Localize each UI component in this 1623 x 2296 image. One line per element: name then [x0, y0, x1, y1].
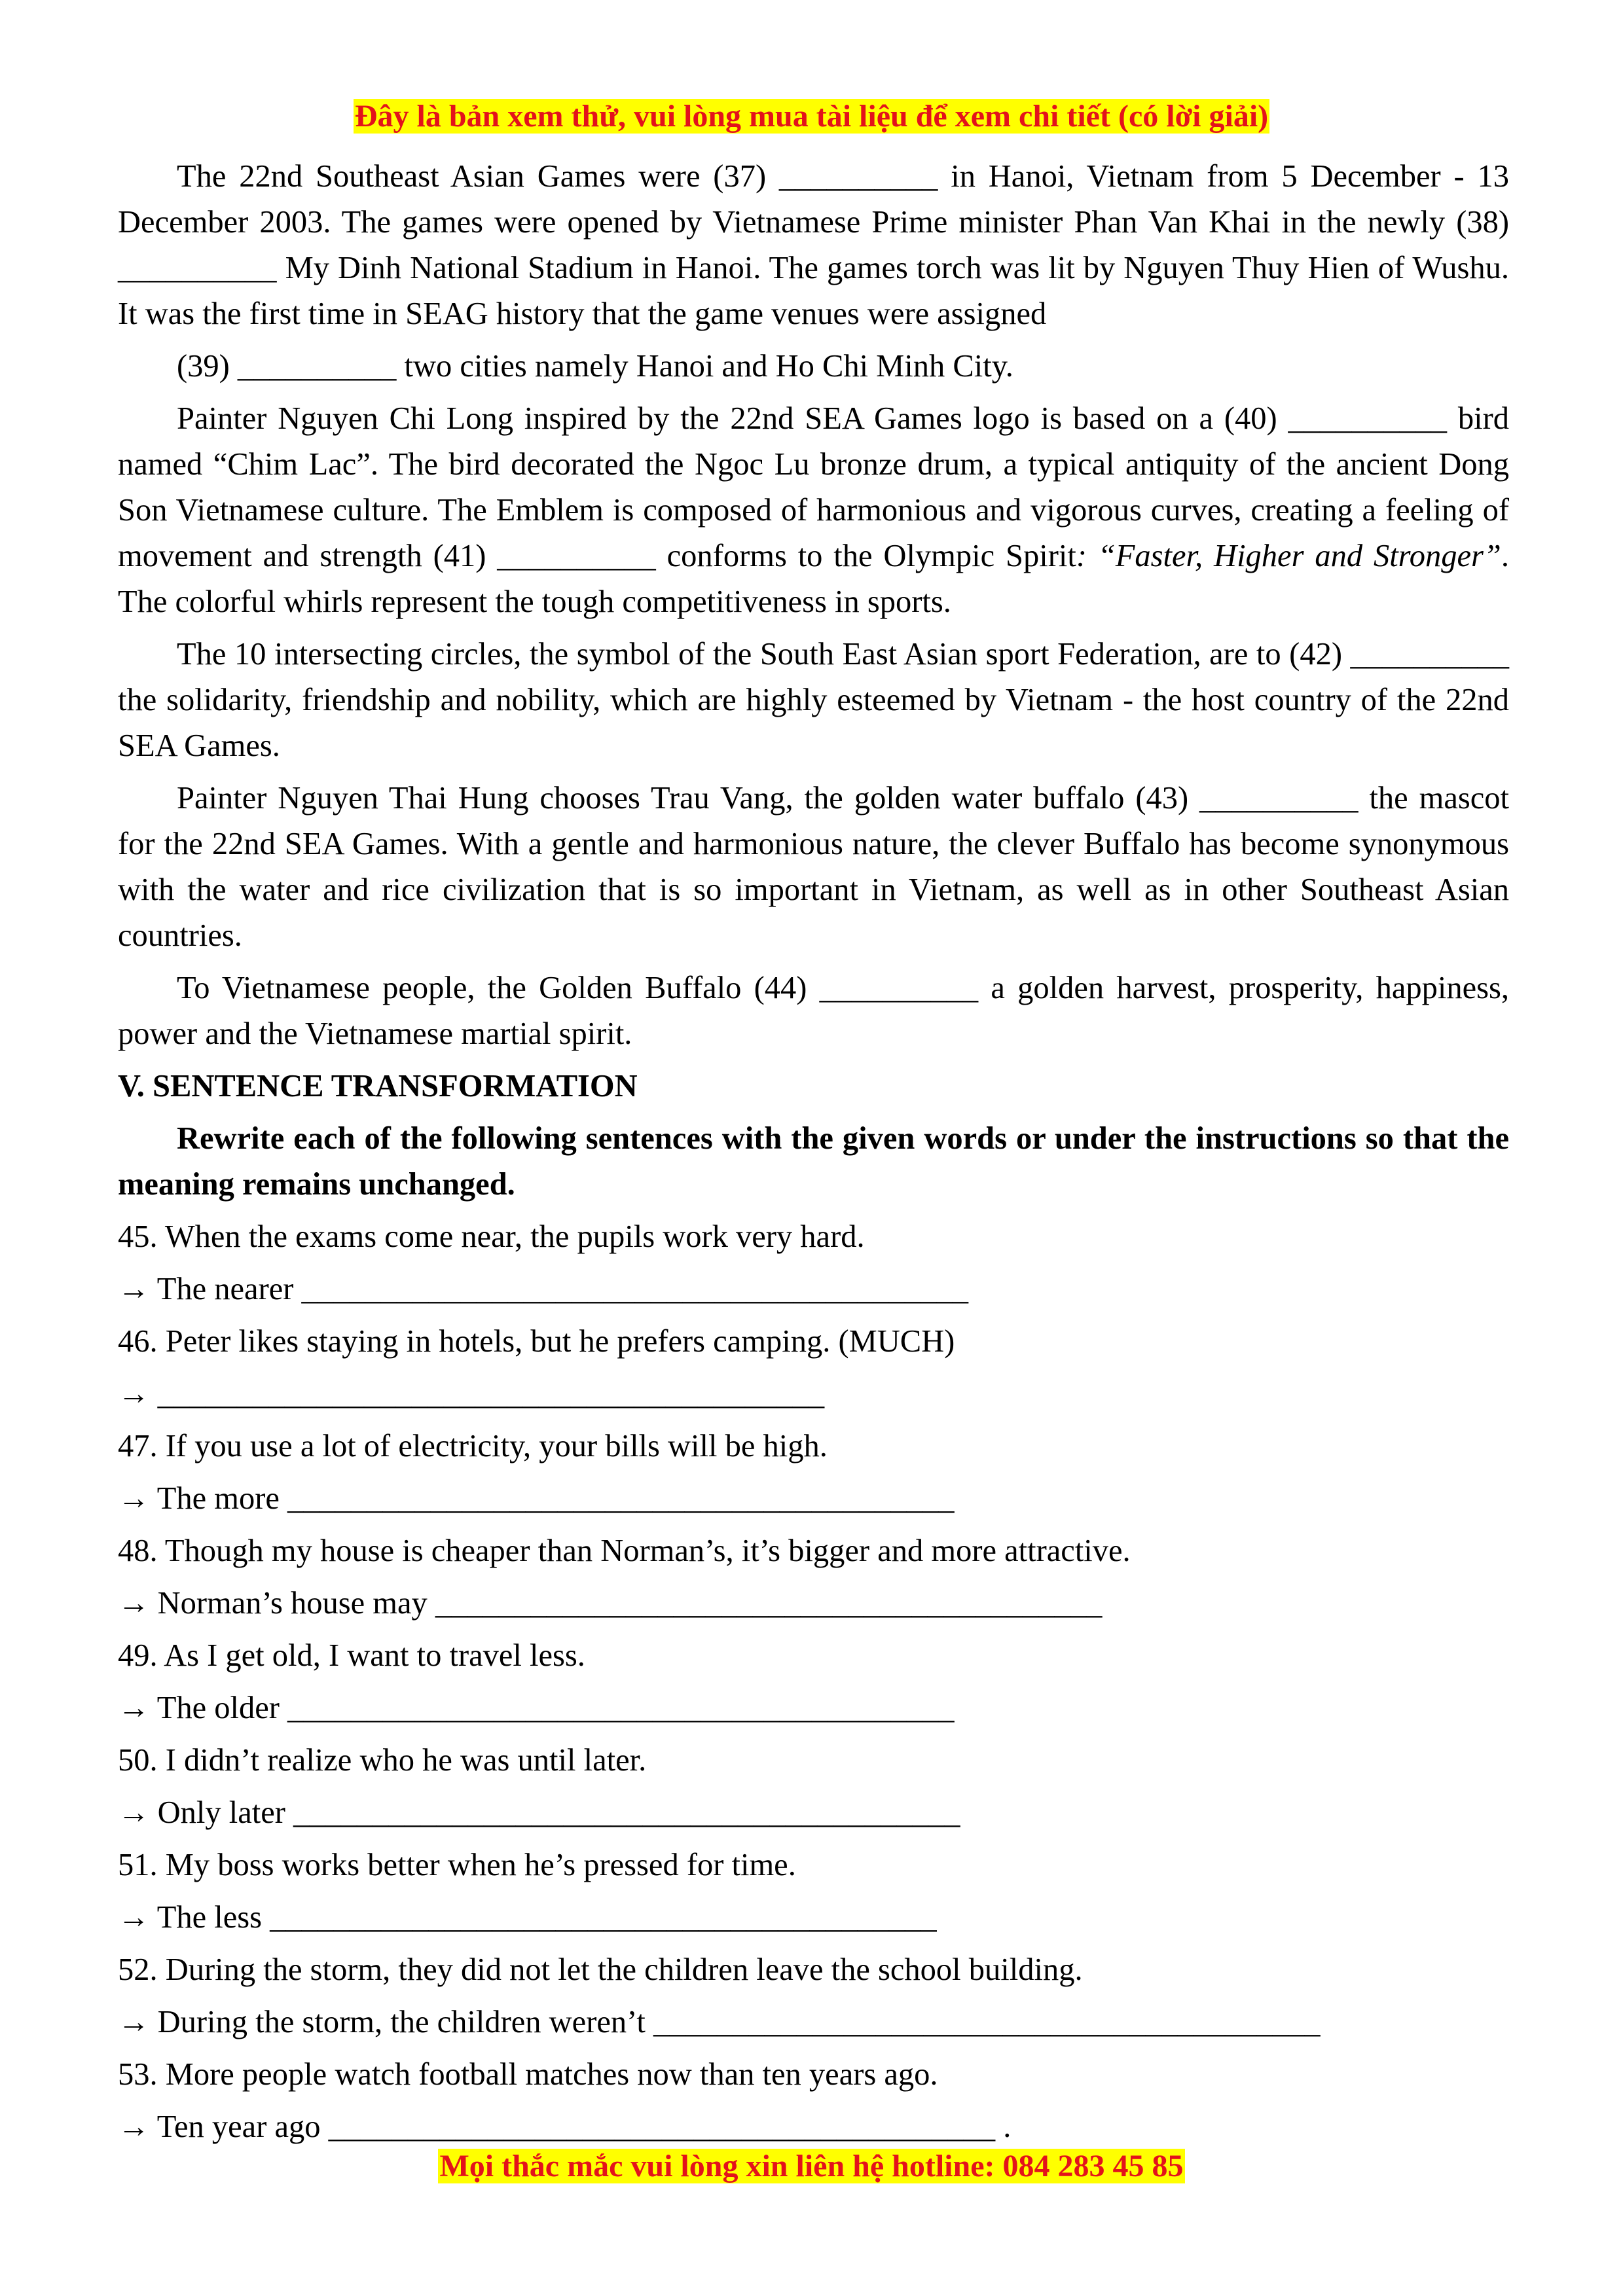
question-46: 46. Peter likes staying in hotels, but he prefers camping. (MUCH) [118, 1324, 955, 1359]
answer-line-50: → Only later __________________________________________ [118, 1795, 960, 1830]
answer-line-53: → Ten year ago __________________________________________ . [118, 2109, 1012, 2144]
question-48: 48. Though my house is cheaper than Norman’s, it’s bigger and more attractive. [118, 1534, 1131, 1568]
question-51: 51. My boss works better when he’s pressed for time. [118, 1848, 796, 1882]
passage-paragraph-3: The 10 intersecting circles, the symbol of the South East Asian sport Federation, are to (42) __________ the solidarity, friendship and nobility, which are highly esteemed by Vietnam - the host country of the 22nd SEA Games. [118, 637, 1509, 763]
answer-line-49: → The older __________________________________________ [118, 1691, 955, 1725]
question-47: 47. If you use a lot of electricity, your bills will be high. [118, 1429, 828, 1463]
question-52: 52. During the storm, they did not let the children leave the school building. [118, 1952, 1083, 1987]
preview-banner [0, 98, 1623, 134]
question-53: 53. More people watch football matches now than ten years ago. [118, 2057, 938, 2092]
passage-paragraph-1: The 22nd Southeast Asian Games were (37) __________ in Hanoi, Vietnam from 5 December - 13 December 2003. The games were opened by Vietnamese Prime minister Phan Van Khai in the newly (38) __________ My Dinh National Stadium in Hanoi. The games torch was lit by Nguyen Thuy Hien of Wushu. It was the first time in SEAG history that the game venues were assigned [118, 159, 1509, 331]
passage-paragraph-2-text: Painter Nguyen Chi Long inspired by the 22nd SEA Games logo is based on a (40) __________ bird named “Chim Lac”. The bird decorated the Ngoc Lu bronze drum, a typical antiquity of the ancient Dong Son Vietnamese culture. The Emblem is composed of harmonious and vigorous curves, creating a feeling of movement and strength (41) __________ conforms to the Olympic Spirit [118, 401, 1509, 573]
question-50: 50. I didn’t realize who he was until later. [118, 1743, 647, 1778]
passage-paragraph-4: Painter Nguyen Thai Hung chooses Trau Vang, the golden water buffalo (43) __________ the mascot for the 22nd SEA Games. With a gentle and harmonious nature, the clever Buffalo has become synonymous with the water and rice civilization that is so important in Vietnam, as well as in other Southeast Asian countries. [118, 781, 1509, 953]
passage-paragraph-2-end: . The colorful whirls represent the tough competitiveness in sports. [118, 539, 1509, 619]
question-49: 49. As I get old, I want to travel less. [118, 1638, 585, 1673]
olympic-motto: : “Faster, Higher and Stronger” [1076, 539, 1501, 573]
answer-line-47: → The more __________________________________________ [118, 1481, 955, 1516]
question-45: 45. When the exams come near, the pupils work very hard. [118, 1219, 865, 1254]
passage-paragraph-2 [118, 396, 1509, 625]
hotline-banner-text: Mọi thắc mắc vui lòng xin liên hệ hotline: 084 283 45 85 [439, 2149, 1184, 2183]
answer-line-52: → During the storm, the children weren’t __________________________________________ [118, 2005, 1321, 2039]
section-instruction: Rewrite each of the following sentences with the given words or under the instructions so that the meaning remains unchanged. [118, 1121, 1509, 1202]
answer-line-48: → Norman’s house may __________________________________________ [118, 1586, 1103, 1621]
passage-paragraph-5: To Vietnamese people, the Golden Buffalo (44) __________ a golden harvest, prosperity, happiness, power and the Vietnamese martial spirit. [118, 971, 1509, 1051]
answer-line-45: → The nearer __________________________________________ [118, 1272, 969, 1306]
passage-paragraph-1-continued: (39) __________ two cities namely Hanoi and Ho Chi Minh City. [177, 349, 1013, 384]
document-body [118, 154, 1509, 2157]
preview-banner-text: Đây là bản xem thử, vui lòng mua tài liệu để xem chi tiết (có lời giải) [354, 99, 1269, 134]
answer-line-46: → __________________________________________ [118, 1376, 825, 1411]
section-heading: V. SENTENCE TRANSFORMATION [118, 1069, 638, 1103]
answer-line-51: → The less __________________________________________ [118, 1900, 937, 1935]
hotline-banner [0, 2148, 1623, 2184]
